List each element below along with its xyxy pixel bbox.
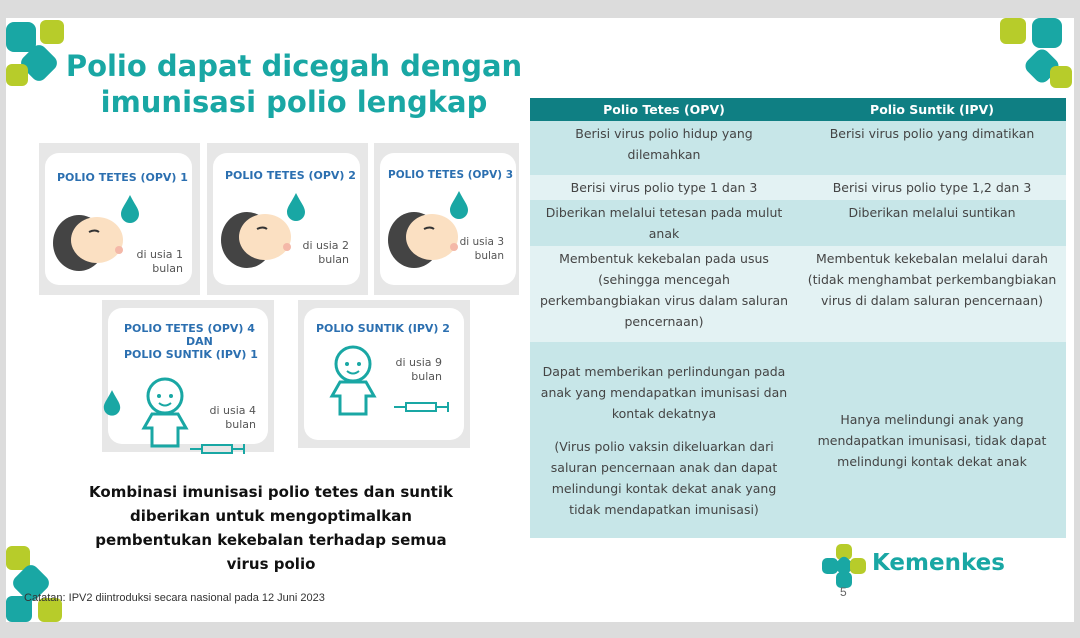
table-cell-ipv: Hanya melindungi anak yang mendapatkan imunisasi, tidak dapat melindungi kontak dekat anak bbox=[798, 342, 1066, 538]
table-cell-ipv: Berisi virus polio yang dimatikan bbox=[798, 121, 1066, 175]
card-age: di usia 1 bulan bbox=[136, 248, 183, 275]
page-number: 5 bbox=[840, 585, 847, 599]
card-label: POLIO SUNTIK (IPV) 1 bbox=[124, 348, 258, 361]
drop-icon bbox=[448, 189, 470, 219]
footnote: Catatan: IPV2 diintroduksi secara nasional pada 12 Juni 2023 bbox=[24, 592, 325, 604]
immunization-card-opv4-ipv1 bbox=[102, 300, 274, 452]
page-title: Polio dapat dicegah dengan imunisasi polio lengkap bbox=[65, 49, 523, 119]
immunization-card-ipv2 bbox=[298, 300, 470, 448]
slide bbox=[6, 18, 1074, 622]
table-cell-opv: Diberikan melalui tetesan pada mulut anak bbox=[530, 200, 798, 246]
card-label: POLIO SUNTIK (IPV) 2 bbox=[316, 322, 450, 335]
kemenkes-logo-icon bbox=[822, 544, 866, 588]
drop-icon bbox=[119, 193, 141, 223]
table-cell-opv: Membentuk kekebalan pada usus (sehingga mencegah perkembangbiakan virus dalam saluran pencernaan) bbox=[530, 246, 798, 342]
card-label: DAN bbox=[186, 335, 213, 348]
table-cell-opv: Berisi virus polio hidup yang dilemahkan bbox=[530, 121, 798, 175]
card-label: POLIO TETES (OPV) 3 bbox=[388, 169, 513, 181]
card-label: POLIO TETES (OPV) 2 bbox=[225, 169, 356, 182]
immunization-card-opv2 bbox=[207, 143, 368, 295]
table-row bbox=[530, 175, 1066, 200]
corner-decoration-bottom-left-icon bbox=[6, 546, 76, 622]
table-cell-ipv: Diberikan melalui suntikan bbox=[798, 200, 1066, 246]
table-row bbox=[530, 121, 1066, 175]
syringe-icon bbox=[190, 442, 250, 456]
baby-outline-icon bbox=[318, 342, 388, 418]
table-cell-opv-extra: (Virus polio vaksin dikeluarkan dari saluran pencernaan anak dan dapat melindungi kontak dekat anak yang tidak mendapatkan imunisasi) bbox=[550, 438, 778, 517]
baby-head-icon bbox=[49, 198, 129, 288]
card-age: di usia 9 bulan bbox=[395, 356, 442, 383]
baby-outline-icon bbox=[130, 374, 200, 450]
comparison-table bbox=[530, 98, 1066, 538]
card-age: di usia 2 bulan bbox=[302, 239, 349, 266]
logo-text: Kemenkes bbox=[872, 550, 1005, 576]
table-cell-ipv: Membentuk kekebalan melalui darah (tidak menghambat perkembangbiakan virus di dalam saluran pencernaan) bbox=[798, 246, 1066, 342]
drop-icon bbox=[285, 191, 307, 221]
column-header-opv: Polio Tetes (OPV) bbox=[530, 98, 798, 121]
immunization-card-opv1 bbox=[39, 143, 200, 295]
drop-icon bbox=[102, 388, 122, 416]
table-cell-opv: Berisi virus polio type 1 dan 3 bbox=[530, 175, 798, 200]
card-age: di usia 4 bulan bbox=[209, 404, 256, 431]
table-cell-opv-main: Dapat memberikan perlindungan pada anak yang mendapatkan imunisasi dan kontak dekatnya bbox=[540, 363, 788, 421]
column-header-ipv: Polio Suntik (IPV) bbox=[798, 98, 1066, 121]
syringe-icon bbox=[394, 400, 454, 414]
card-label: POLIO TETES (OPV) 1 bbox=[57, 171, 188, 184]
corner-decoration-top-right-icon bbox=[998, 18, 1074, 98]
table-row bbox=[530, 342, 1066, 538]
card-label: POLIO TETES (OPV) 4 bbox=[124, 322, 255, 335]
table-cell-opv bbox=[530, 342, 798, 538]
table-row bbox=[530, 246, 1066, 342]
immunization-card-opv3 bbox=[374, 143, 519, 295]
table-cell-ipv: Berisi virus polio type 1,2 dan 3 bbox=[798, 175, 1066, 200]
summary-caption: Kombinasi imunisasi polio tetes dan suntik diberikan untuk mengoptimalkan pembentukan kekebalan terhadap semua virus polio bbox=[89, 483, 453, 573]
table-row bbox=[530, 200, 1066, 246]
table-header-row bbox=[530, 98, 1066, 121]
card-age: di usia 3 bulan bbox=[459, 236, 504, 262]
